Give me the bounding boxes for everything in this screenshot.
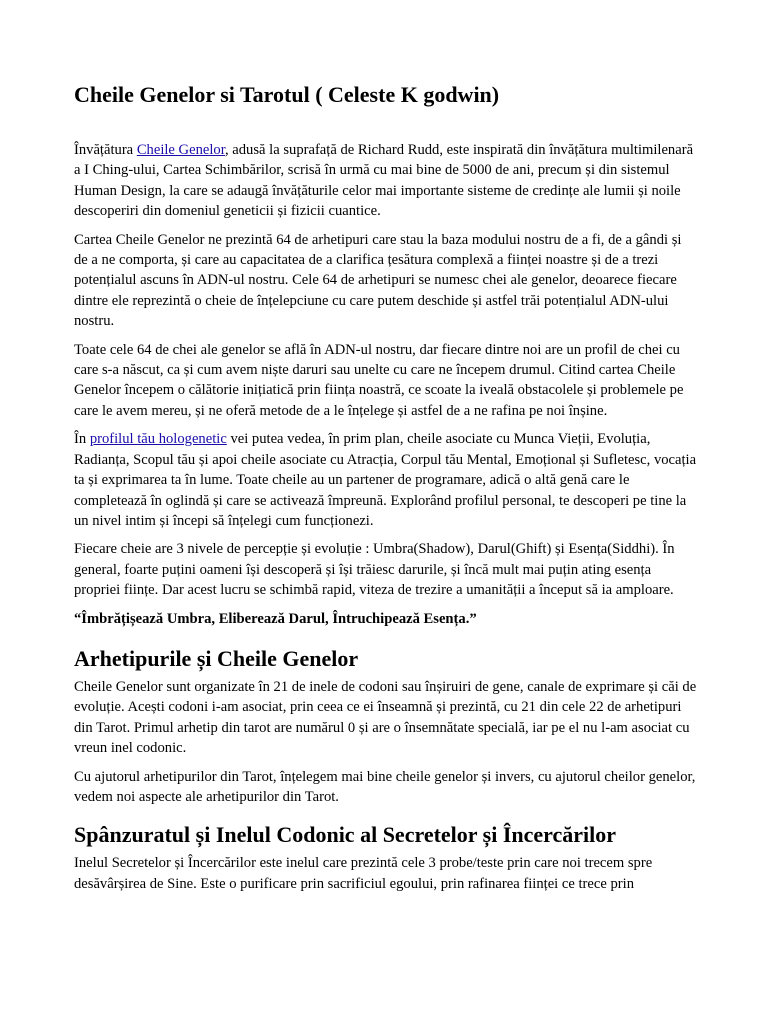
paragraph-tarot-help: Cu ajutorul arhetipurilor din Tarot, înțelegem mai bine cheile genelor și invers, cu ajutorul cheilor genelor, vedem noi aspecte ale arhetipurilor din Tarot. [74,768,696,805]
paragraph-intro-start: Învățătura [74,142,137,158]
paragraph-codon-rings: Cheile Genelor sunt organizate în 21 de inele de codoni sau înșiruiri de gene, canale de exprimare și căi de evoluție. Acești codoni i-am asociat, prin ceea ce ei înseamnă și prezintă, cu 21 din cele 22 de arhetipuri din Tarot. Primul arhetip din tarot are numărul 0 și are o însemnătate specială, iar pe el nu l-am asociat cu vreun inel codonic. [74,678,697,757]
document-title: Cheile Genelor si Tarotul ( Celeste K godwin) [74,82,500,107]
paragraph-archetypes: Cartea Cheile Genelor ne prezintă 64 de arhetipuri care stau la baza modului nostru de a fi, de a gândi și de a ne comporta, și care au capacitatea de a clarifica țesătura complexă a ființei noastre și de a trezi potențialul ascuns în ADN-ul nostru. Cele 64 de arhetipuri se numesc chei ale genelor, deoarece fiecare dintre ele reprezintă o cheie de înțelepciune cu care putem deschide și astfel trăi potențialul ADN-ului nostru. [74,231,682,330]
paragraph-intro [74,140,698,222]
paragraph-profile-start: În [74,431,90,448]
document-body [74,140,698,902]
paragraph-profile-rest: vei putea vedea, în prim plan, cheile asociate cu Munca Vieții, Evoluția, Radianța, Scopul tău și apoi cheile asociate cu Atracția, Corpul tău Mental, Emoțional și Sufletesc, vocația ta și exprimarea ta în lume. Toate cheile au un partener de programare, adică o altă genă care le completează în oglindă și care se activează împreună. Explorând profilul personal, te descoperi pe tine la un nivel intim și începi să înțelegi cum funcționezi. [74,431,697,529]
paragraph-three-levels: Fiecare cheie are 3 nivele de percepție și evoluție : Umbra(Shadow), Darul(Ghift) și Esența(Siddhi). În general, foarte puțini oameni își descoperă și își trăiesc darurile, și încă mult mai puțin ating esența propriei ființe. Dar acest lucru se schimbă rapid, viteza de trezire a umanității a început să ia amploare. [74,541,675,599]
paragraph-secrets-ring: Inelul Secretelor și Încercărilor este inelul care prezintă cele 3 probe/teste prin care noi trecem spre desăvârșirea de Sine. Este o purificare prin sacrificiul egoului, prin rafinarea ființei ce trece prin [74,855,653,892]
paragraph-hologenetic-profile [74,429,698,531]
heading-spanzuratul: Spânzuratul și Inelul Codonic al Secretelor și Încercărilor [74,822,617,848]
paragraph-intro-rest: , adusă la suprafață de Richard Rudd, este inspirată din învățătura multimilenară a I Ching-ului, Cartea Schimbărilor, scrisă în urmă cu mai bine de 5000 de ani, precum și din sistemul Human Design, la care se adaugă învățăturile celor mai importante sisteme de credințe ale lumii și noile descoperiri din domeniul geneticii și fizicii cuantice. [74,142,694,220]
quote: “Îmbrățișează Umbra, Eliberează Darul, Întruchipează Esența.” [74,610,477,627]
heading-arhetipurile: Arhetipurile și Cheile Genelor [74,645,359,671]
link-cheile-genelor[interactable]: Cheile Genelor [136,142,225,158]
link-profil-hologenetic[interactable]: profilul tău hologenetic [89,431,227,448]
paragraph-dna-keys: Toate cele 64 de chei ale genelor se află în ADN-ul nostru, dar fiecare dintre noi are un profil de chei cu care s-a născut, ca și cum avem niște daruri sau unelte cu care ne începem drumul. Citind cartea Cheile Genelor începem o călătorie inițiatică prin ființa noastră, ce scoate la iveală obstacolele și problemele pe care le avem mereu, și ne oferă metode de a le înțelege și astfel de a ne rafina pe noi înșine. [74,341,684,419]
